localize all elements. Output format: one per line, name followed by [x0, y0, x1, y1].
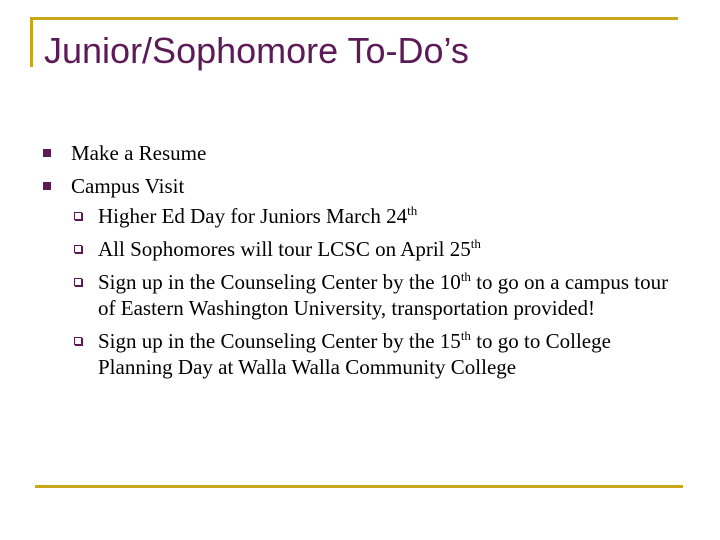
box-bullet-icon [74, 337, 82, 345]
ordinal-suffix: th [460, 269, 471, 284]
ordinal-suffix: th [460, 328, 471, 343]
frame-top-rule [30, 17, 678, 20]
frame-left-rule [30, 17, 33, 67]
square-bullet-icon [43, 182, 51, 190]
sub-bullet-text-after: to go on a campus tour of Eastern Washington University, transportation provided! [98, 270, 669, 320]
square-bullet-icon [43, 149, 51, 157]
box-bullet-icon [74, 212, 82, 220]
bullet-item [40, 137, 680, 170]
sub-bullet-item [71, 269, 680, 321]
sub-bullet-item [71, 203, 680, 229]
bullet-text: Campus Visit [71, 174, 185, 198]
ordinal-suffix: th [407, 203, 418, 218]
slide-body [40, 137, 680, 380]
sub-bullet-text: Higher Ed Day for Juniors March 24 [98, 204, 408, 228]
box-bullet-icon [74, 278, 82, 286]
slide-title: Junior/Sophomore To-Do’s [44, 30, 469, 71]
sub-bullet-text: Sign up in the Counseling Center by the 15 [98, 329, 461, 353]
box-bullet-icon [74, 245, 82, 253]
sub-bullet-list [71, 203, 680, 380]
ordinal-suffix: th [470, 236, 481, 251]
bullet-list [40, 137, 680, 380]
bullet-item [40, 170, 680, 380]
sub-bullet-text: Sign up in the Counseling Center by the 10 [98, 270, 461, 294]
sub-bullet-text-after: to go to College Planning Day at Walla Walla Community College [98, 329, 611, 379]
bullet-text: Make a Resume [71, 141, 207, 165]
frame-bottom-rule [35, 485, 683, 488]
sub-bullet-item [71, 328, 680, 380]
sub-bullet-text: All Sophomores will tour LCSC on April 25 [98, 237, 471, 261]
sub-bullet-item [71, 236, 680, 262]
